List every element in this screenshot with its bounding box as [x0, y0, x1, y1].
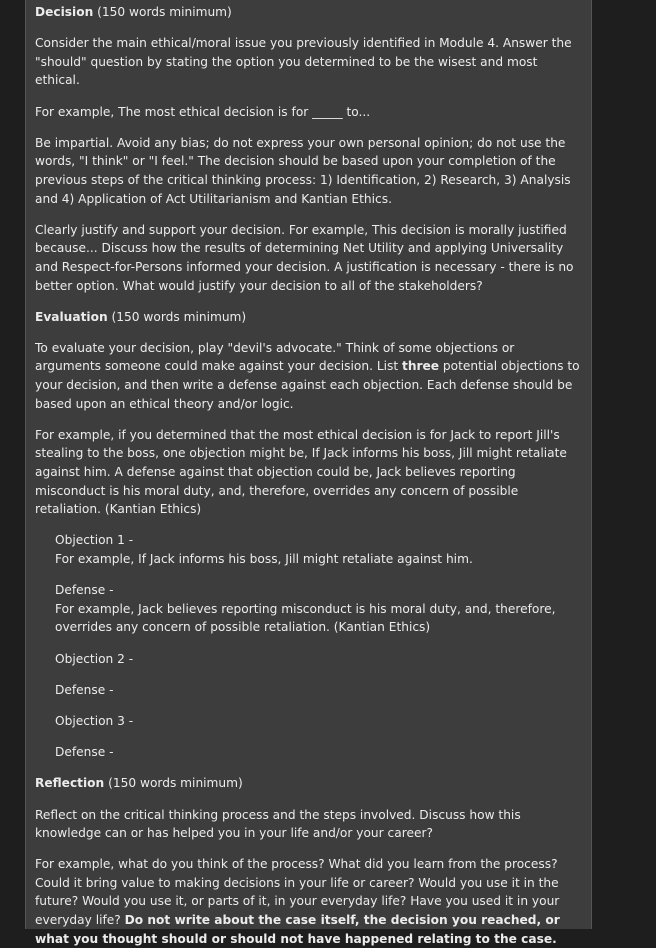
evaluation-paragraph-1-start: To evaluate your decision, play "devil's advocate." Think of some objections or arguments someone could make against your decision. List — [35, 340, 515, 374]
defense-1-label: Defense - — [55, 583, 114, 598]
evaluation-title: Evaluation — [35, 309, 108, 324]
objection-1-label: Objection 1 - — [55, 533, 134, 548]
defense-2-label: Defense - — [55, 682, 114, 697]
objection-1-example: For example, If Jack informs his boss, Jill might retaliate against him. — [55, 552, 473, 566]
reflection-paragraph-2-start: For example, what do you think of the process? What did you learn from the process? Could it bring value to making decisions in your life or career? Would you use it in the future? Would you use it, or parts of it, in your everyday life? Have you used it in your everyday life? — [35, 857, 560, 928]
decision-paragraph-2: For example, The most ethical decision is for _____ to... — [35, 104, 371, 119]
evaluation-heading — [35, 308, 583, 327]
decision-word-note: (150 words minimum) — [93, 5, 232, 19]
decision-paragraph-1: Consider the main ethical/moral issue you previously identified in Module 4. Answer the "should" question by stating the option you determined to be the wisest and most ethical. — [35, 36, 572, 88]
decision-paragraph-3: Be impartial. Avoid any bias; do not express your own personal opinion; do not use the words, "I think" or "I feel." The decision should be based upon your completion of the previous steps of the critical thinking process: 1) Identification, 2) Research, 3) Analysis and 4) Application of Act Utilitarianism and Kantian Ethics. — [35, 135, 571, 206]
defense-3-label: Defense - — [55, 745, 114, 760]
defense-1-example: For example, Jack believes reporting misconduct is his moral duty, and, therefore, overrides any concern of possible retaliation. (Kantian Ethics) — [55, 601, 556, 635]
reflection-emphasis: Do not write about the case itself, the decision you reached, or what you thought should or should not have happened relating to the case. — [35, 913, 560, 946]
reflection-word-note: (150 words minimum) — [104, 776, 243, 791]
reflection-paragraph-1: Reflect on the critical thinking process and the steps involved. Discuss how this knowledge can or has helped you in your life and/or your career? — [35, 807, 521, 841]
objection-list — [55, 531, 583, 761]
evaluation-word-note: (150 words minimum) — [107, 309, 247, 324]
reflection-heading — [35, 774, 583, 793]
evaluation-paragraph-1 — [35, 339, 583, 413]
decision-paragraph-4: Clearly justify and support your decision. For example, This decision is morally justified because... Discuss how the results of determining Net Utility and applying Universality and Respect-for-Persons informed your decision. A justification is necessary - there is no better option. What would justify your decision to all of the stakeholders? — [35, 222, 574, 293]
decision-heading — [35, 3, 583, 22]
reflection-title: Reflection — [35, 776, 105, 791]
reflection-paragraph-2 — [35, 855, 583, 948]
decision-title: Decision — [35, 5, 94, 19]
evaluation-emphasis: three — [402, 359, 440, 374]
assignment-content — [25, 0, 592, 946]
objection-3-label: Objection 3 - — [55, 713, 134, 728]
objection-2-label: Objection 2 - — [55, 651, 134, 666]
evaluation-paragraph-1-end: potential objections to your decision, and then write a defense against each objection. Each defense should be based upon an ethical theory and/or logic. — [35, 359, 580, 411]
evaluation-paragraph-2: For example, if you determined that the most ethical decision is for Jack to report Jill's stealing to the boss, one objection might be, If Jack informs his boss, Jill might retaliate against him. A defense against that objection could be, Jack believes reporting misconduct is his moral duty, and, therefore, overrides any concern of possible retaliation. (Kantian Ethics) — [35, 427, 567, 517]
